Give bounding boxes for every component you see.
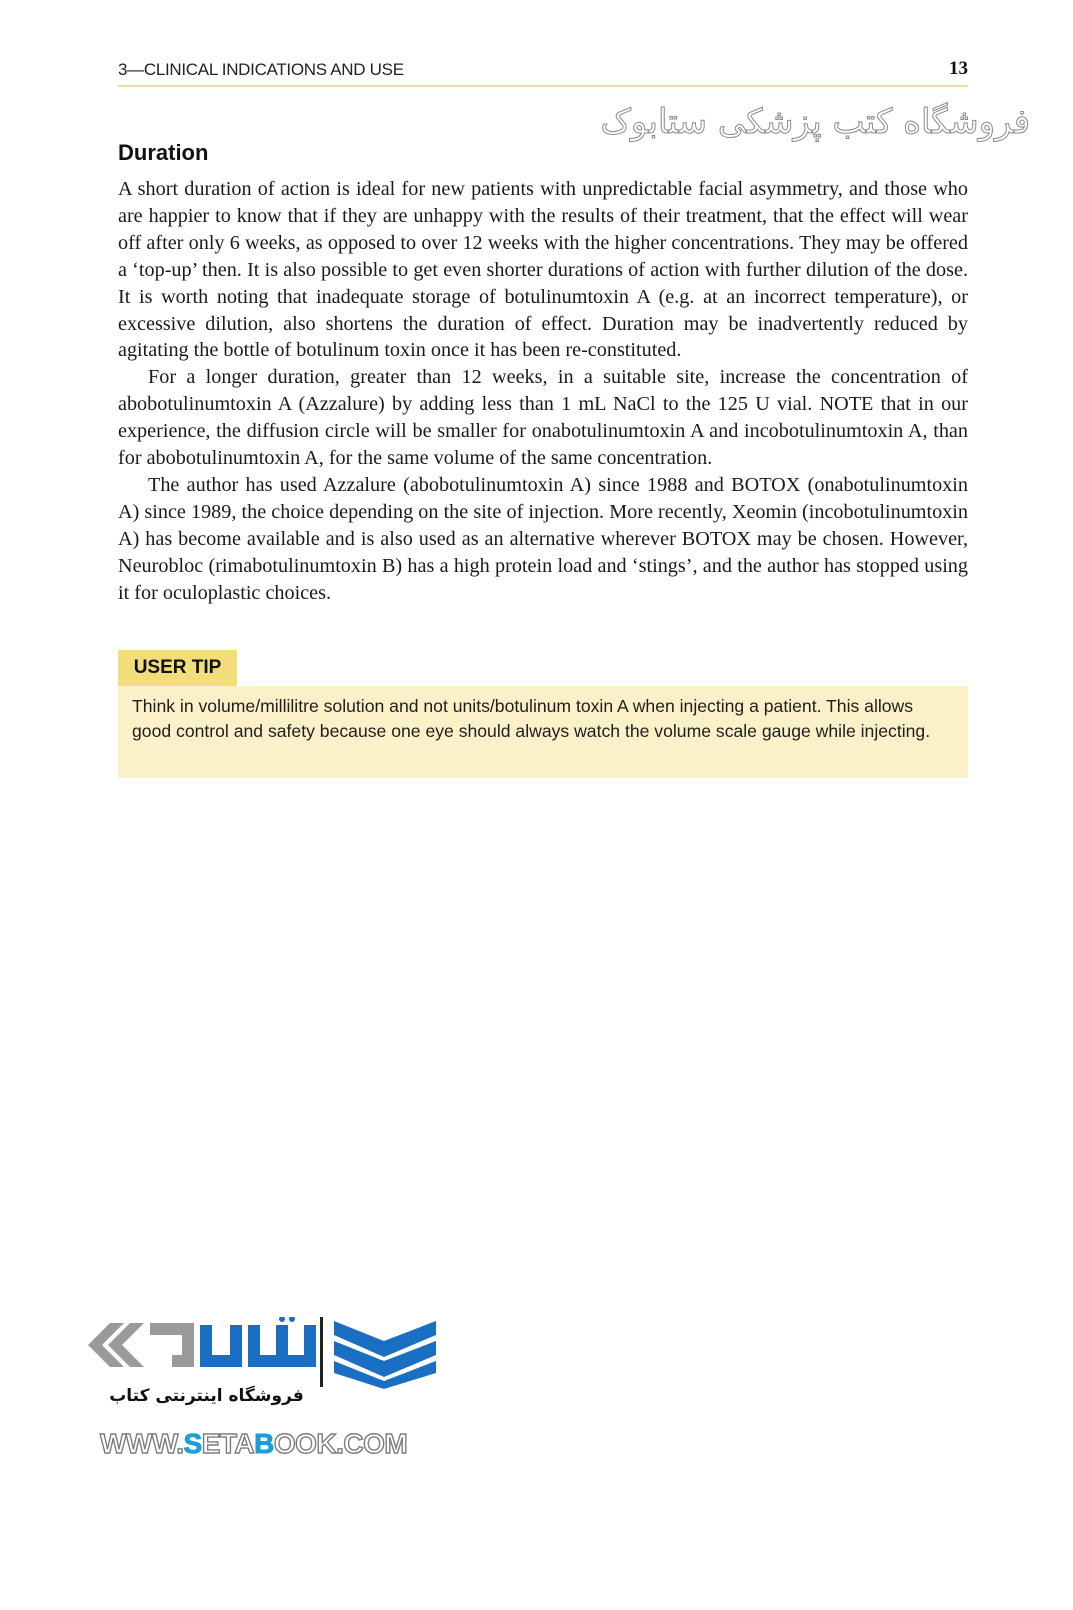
- logo-arrows-icon: [88, 1323, 144, 1367]
- watermark-text: فروشگاه کتب پزشکی ستابوک: [600, 102, 1030, 142]
- logo-url-mid: ETA: [201, 1428, 255, 1459]
- logo-url-suffix: OOK.COM: [273, 1428, 408, 1459]
- logo-url-b: B: [254, 1428, 274, 1459]
- logo-url: [100, 1428, 460, 1460]
- page-number: 13: [949, 58, 968, 79]
- logo-url-s: S: [183, 1428, 202, 1459]
- book-emblem-icon: [334, 1321, 436, 1389]
- running-head: [118, 56, 968, 84]
- user-tip-label: USER TIP: [118, 650, 237, 686]
- header-rule: [118, 85, 968, 87]
- paragraph-3: The author has used Azzalure (abobotulinumtoxin A) since 1988 and BOTOX (onabotulinumtoxin A) since 1989, the choice depending on the site of injection. More recently, Xeomin (incobotulinumtoxin A) has become available and is also used as an alternative wherever BOTOX may be chosen. However, Neurobloc (rimabotulinumtoxin B) has a high protein load and ‘stings’, and the author has stopped using it for oculoplastic choices.: [118, 473, 968, 604]
- section-heading: Duration: [118, 140, 209, 165]
- user-tip-text: Think in volume/millilitre solution and not units/botulinum toxin A when injecting a patient. This allows good control and safety because one eye should always watch the volume scale gauge while injecting.: [132, 696, 931, 741]
- logo-divider: [320, 1317, 323, 1387]
- logo-tagline: فروشگاه اینترنتی کتاب: [109, 1386, 304, 1406]
- logo-url-prefix: WWW.: [100, 1428, 184, 1459]
- body-text: [118, 176, 968, 607]
- user-tip-box: [118, 686, 968, 778]
- logo-wordmark-icon: [150, 1317, 316, 1367]
- paragraph-2: For a longer duration, greater than 12 weeks, in a suitable site, increase the concentration of abobotulinumtoxin A (Azzalure) by adding less than 1 mL NaCl to the 125 U vial. NOTE that in our experience, the diffusion circle will be smaller for onabotulinumtoxin A and incobotulinumtoxin A, than for abobotulinumtoxin A, for the same volume of the same concentration.: [118, 366, 968, 470]
- section-title: 3—CLINICAL INDICATIONS AND USE: [118, 60, 404, 79]
- paragraph-1: A short duration of action is ideal for new patients with unpredictable facial asymmetry, and those who are happier to know that if they are unhappy with the results of their treatment, that the effect will wear off after only 6 weeks, as opposed to over 12 weeks with the higher concentrations. They may be offered a ‘top-up’ then. It is also possible to get even shorter durations of action with further dilution of the dose. It is worth noting that inadequate storage of botulinumtoxin A (e.g. at an incorrect temperature), or excessive dilution, also shortens the duration of effect. Duration may be inadvertently reduced by agitating the bottle of botulinum toxin once it has been re-constituted.: [118, 178, 968, 362]
